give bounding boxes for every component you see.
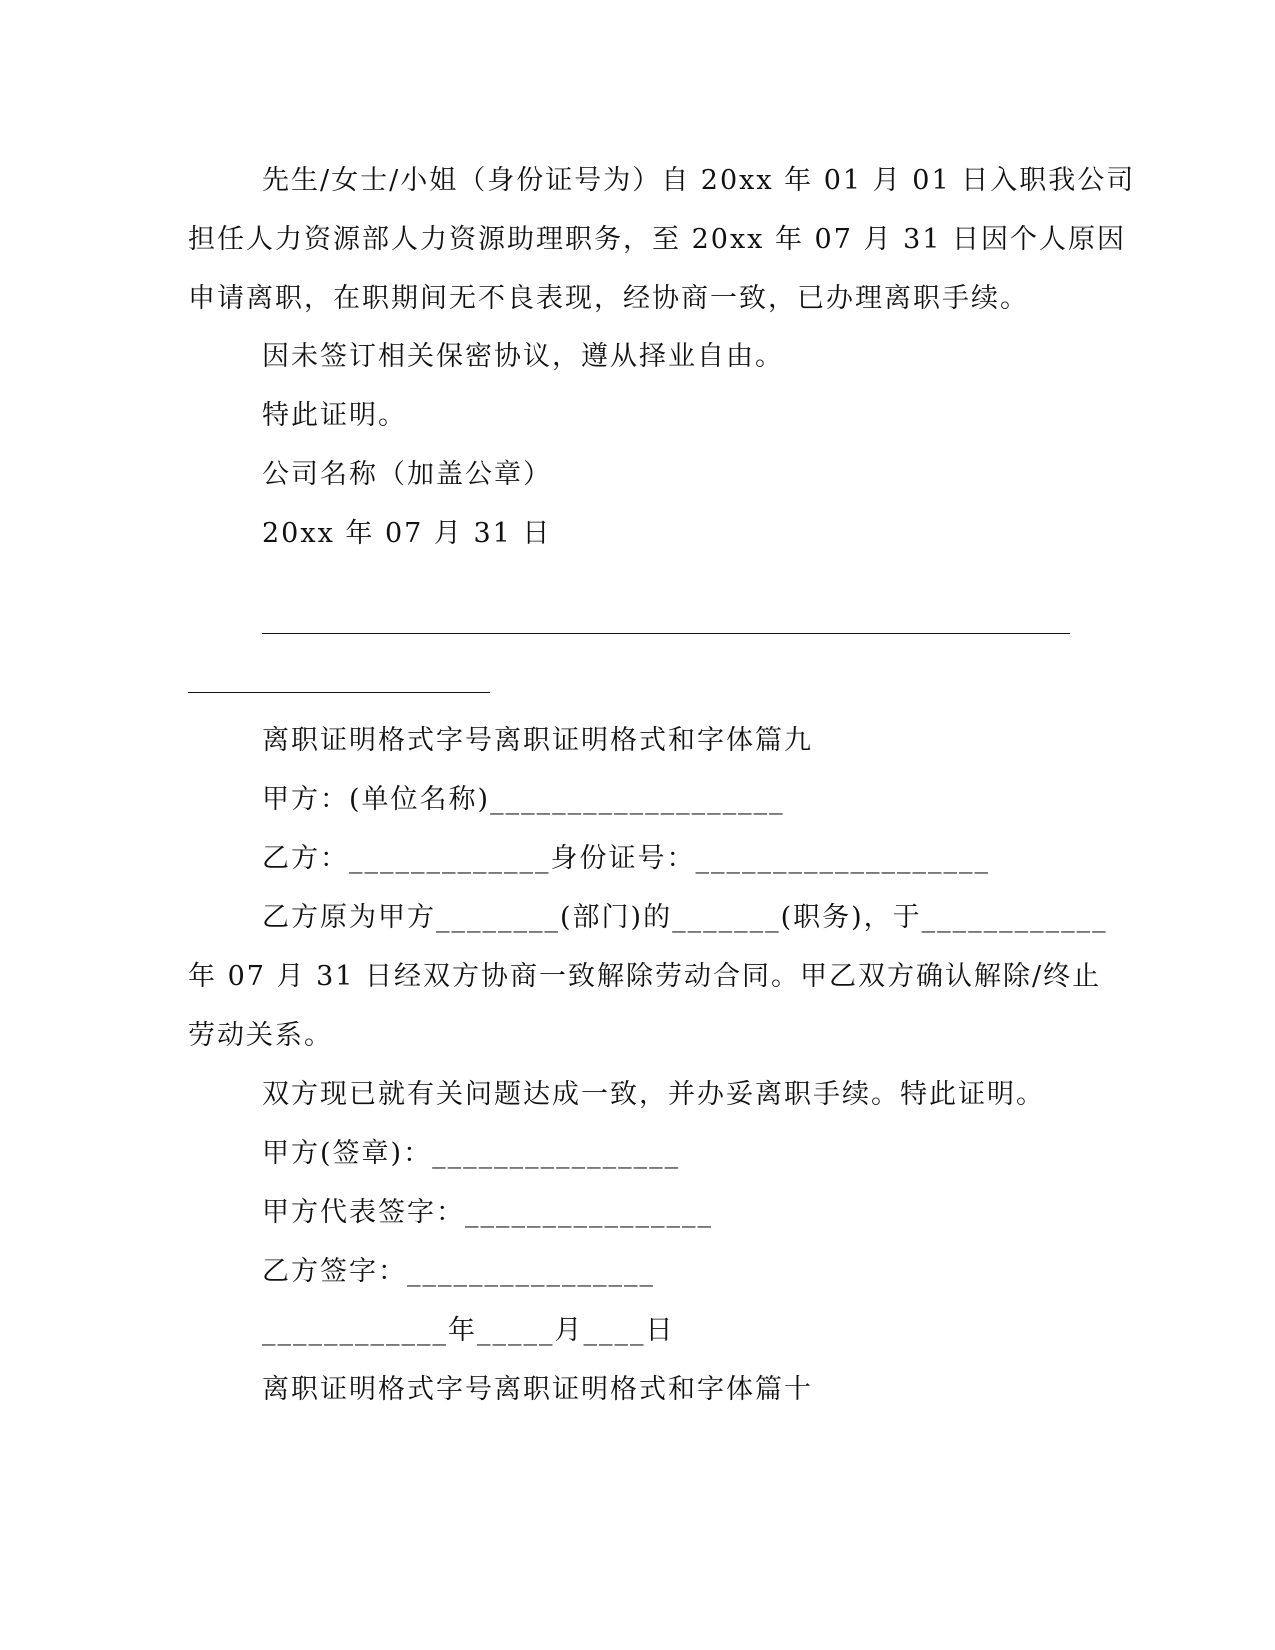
issue-date: 20xx 年 07 月 31 日 (262, 518, 552, 549)
certify-statement: 特此证明。 (262, 400, 407, 431)
section-9-heading: 离职证明格式字号离职证明格式和字体篇九 (262, 725, 813, 756)
party-b-signature: 乙方签字：________________ (262, 1256, 655, 1287)
date-blank: ____________年_____月____日 (262, 1315, 675, 1346)
party-b-field: 乙方：_____________身份证号：___________________ (262, 843, 990, 874)
section-10-heading: 离职证明格式字号离职证明格式和字体篇十 (262, 1374, 813, 1405)
company-name-seal: 公司名称（加盖公章） (262, 459, 552, 490)
paragraph-1-line-1: 先生/女士/小姐（身份证号为）自 20xx 年 01 月 01 日入职我公司 (262, 165, 1136, 196)
party-a-representative-signature: 甲方代表签字：________________ (262, 1197, 713, 1228)
body-line-2: 年 07 月 31 日经双方协商一致解除劳动合同。甲乙双方确认解除/终止 (188, 961, 1102, 992)
body-line-1: 乙方原为甲方________(部门)的_______(职务)，于____________ (262, 902, 1108, 933)
party-a-signature: 甲方(签章)：________________ (262, 1138, 681, 1169)
paragraph-1-line-3: 申请离职，在职期间无不良表现，经协商一致，已办理离职手续。 (188, 283, 1029, 314)
confidentiality-note: 因未签订相关保密协议，遵从择业自由。 (262, 341, 784, 372)
body-line-3: 劳动关系。 (188, 1020, 333, 1051)
agreement-statement: 双方现已就有关问题达成一致，并办妥离职手续。特此证明。 (262, 1079, 1045, 1110)
separator-rule-1 (262, 633, 1070, 634)
separator-rule-2 (188, 692, 490, 693)
paragraph-1-line-2: 担任人力资源部人力资源助理职务，至 20xx 年 07 月 31 日因个人原因 (188, 224, 1127, 255)
party-a-field: 甲方：(单位名称)___________________ (262, 784, 785, 815)
